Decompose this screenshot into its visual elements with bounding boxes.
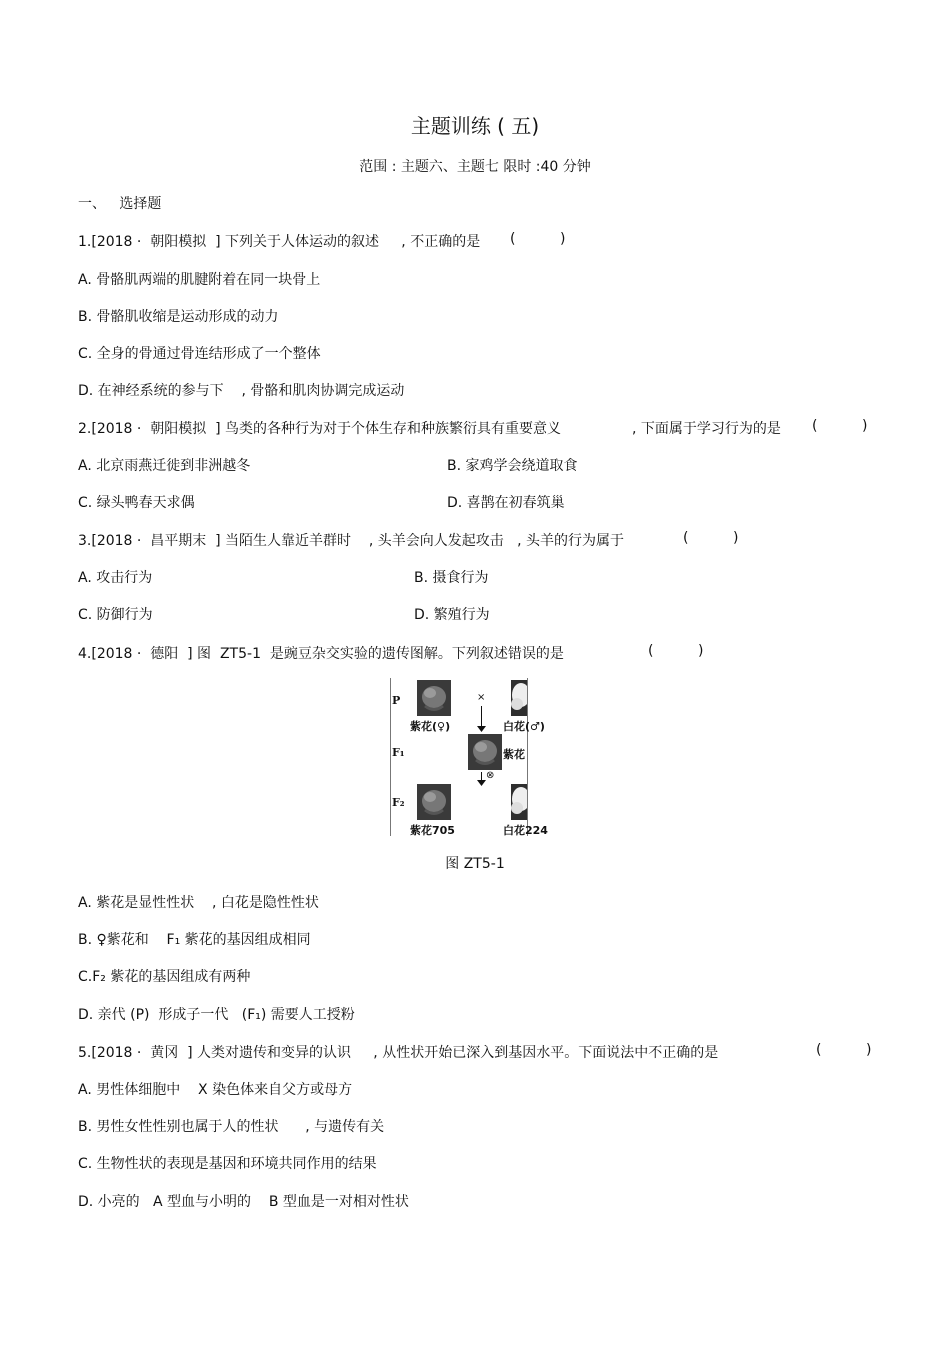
question-2-option-a: A. 北京雨燕迁徙到非洲越冬 xyxy=(78,458,251,474)
generation-f1-label: F₁ xyxy=(392,746,405,759)
cross-arrow xyxy=(481,706,482,728)
p-female-label: 紫花(♀) xyxy=(410,720,451,733)
question-5-stem: 5.[2018 · 黄冈 ] 人类对遗传和变异的认识 , 从性状开始已深入到基因水平。下面说法中不正确的是 xyxy=(78,1045,719,1061)
question-3-option-a: A. 攻击行为 xyxy=(78,570,153,586)
f2-purple-label: 紫花705 xyxy=(410,824,455,837)
purple-flower-icon xyxy=(468,734,502,770)
question-4-option-d: D. 亲代 (P) 形成子一代 (F₁) 需要人工授粉 xyxy=(78,1007,355,1023)
question-5-option-b: B. 男性女性性别也属于人的性状 , 与遗传有关 xyxy=(78,1119,385,1135)
section-heading: 一、 选择题 xyxy=(78,196,162,212)
question-2-stem: 2.[2018 · 朝阳模拟 ] 鸟类的各种行为对于个体生存和种族繁衍具有重要意义 xyxy=(78,421,562,437)
question-3-option-b: B. 摄食行为 xyxy=(414,570,489,586)
figure-right-border xyxy=(527,678,528,836)
question-1-option-b: B. 骨骼肌收缩是运动形成的动力 xyxy=(78,309,279,325)
question-3-stem: 3.[2018 · 昌平期末 ] 当陌生人靠近羊群时 , 头羊会向人发起攻击 , 头羊的行为属于 xyxy=(78,533,625,549)
arrow-down-icon xyxy=(477,780,486,786)
question-5-option-c: C. 生物性状的表现是基因和环境共同作用的结果 xyxy=(78,1156,377,1172)
generation-p-label: P xyxy=(392,694,401,707)
question-5-option-a: A. 男性体细胞中 X 染色体来自父方或母方 xyxy=(78,1082,353,1098)
question-2-answer-blank: ( ) xyxy=(812,418,868,434)
purple-flower-icon xyxy=(417,784,451,820)
white-flower-icon xyxy=(511,680,527,716)
generation-f2-label: F₂ xyxy=(392,796,405,809)
question-5-option-d: D. 小亮的 A 型血与小明的 B 型血是一对相对性状 xyxy=(78,1194,409,1210)
page-subtitle: 范围 : 主题六、主题七 限时 :40 分钟 xyxy=(359,159,591,175)
f2-white-label: 白花224 xyxy=(503,824,548,837)
question-1-option-c: C. 全身的骨通过骨连结形成了一个整体 xyxy=(78,346,321,362)
question-1-answer-blank: ( ) xyxy=(510,231,566,247)
question-2-option-c: C. 绿头鸭春天求偶 xyxy=(78,495,195,511)
question-4-answer-blank: ( ) xyxy=(648,643,704,659)
f1-label: 紫花 xyxy=(503,748,525,761)
question-1-option-d: D. 在神经系统的参与下 , 骨骼和肌肉协调完成运动 xyxy=(78,383,405,399)
question-3-option-d: D. 繁殖行为 xyxy=(414,607,490,623)
question-4-option-a: A. 紫花是显性性状 , 白花是隐性性状 xyxy=(78,895,319,911)
question-4-option-b: B. ♀紫花和 F₁ 紫花的基因组成相同 xyxy=(78,932,311,948)
question-4-stem: 4.[2018 · 德阳 ] 图 ZT5-1 是豌豆杂交实验的遗传图解。下列叙述错误的是 xyxy=(78,646,564,662)
purple-flower-icon xyxy=(417,680,451,716)
page-title: 主题训练 ( 五) xyxy=(410,114,540,138)
question-2-option-b: B. 家鸡学会绕道取食 xyxy=(447,458,578,474)
question-1-option-a: A. 骨骼肌两端的肌腱附着在同一块骨上 xyxy=(78,272,321,288)
pea-cross-diagram xyxy=(390,678,548,837)
question-3-answer-blank: ( ) xyxy=(683,530,739,546)
figure-caption: 图 ZT5-1 xyxy=(445,856,505,872)
question-1-stem: 1.[2018 · 朝阳模拟 ] 下列关于人体运动的叙述 , 不正确的是 xyxy=(78,234,481,250)
self-cross-symbol: ⊗ xyxy=(486,770,495,781)
white-flower-icon xyxy=(511,784,527,820)
question-2-stem-tail: , 下面属于学习行为的是 xyxy=(632,421,781,437)
cross-symbol: × xyxy=(477,692,486,703)
question-4-option-c: C.F₂ 紫花的基因组成有两种 xyxy=(78,969,251,985)
figure-left-border xyxy=(390,678,391,836)
p-male-label: 白花(♂) xyxy=(503,720,545,733)
arrow-down-icon xyxy=(477,726,486,732)
question-2-option-d: D. 喜鹊在初春筑巢 xyxy=(447,495,565,511)
question-5-answer-blank: ( ) xyxy=(816,1042,872,1058)
question-3-option-c: C. 防御行为 xyxy=(78,607,153,623)
